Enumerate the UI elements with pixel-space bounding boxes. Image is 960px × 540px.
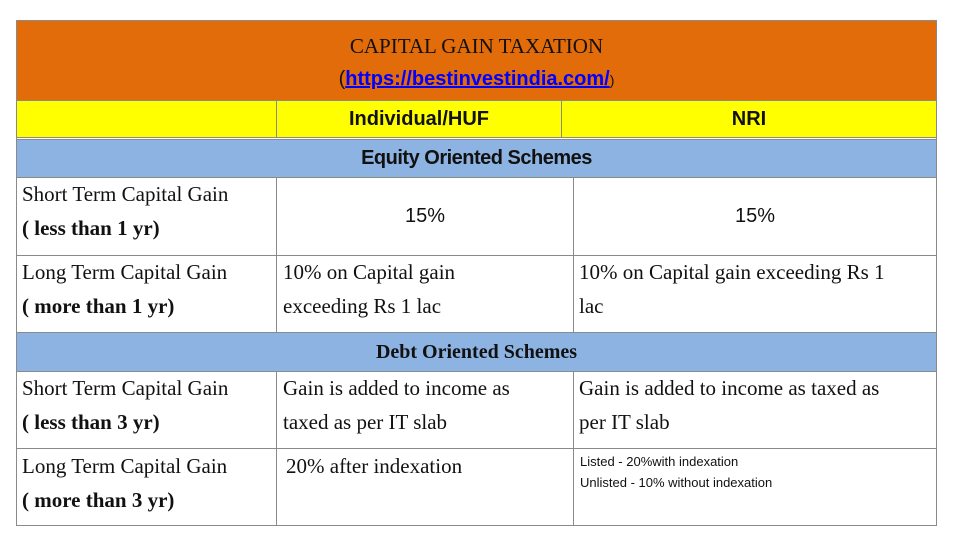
grid-line — [276, 100, 277, 138]
cell-individual-equity-short-term: 15% — [404, 205, 446, 227]
table-title: CAPITAL GAIN TAXATION — [349, 34, 604, 58]
cell-line1: 10% on Capital gain — [283, 260, 456, 284]
row-label-debt-long-term — [22, 449, 274, 517]
row-label-line2: ( more than 3 yr) — [22, 488, 175, 512]
grid-line — [16, 177, 937, 178]
grid-line — [276, 177, 277, 333]
row-label-line1: Short Term Capital Gain — [22, 376, 229, 400]
row-label-line1: Long Term Capital Gain — [22, 454, 228, 478]
grid-line — [16, 20, 937, 21]
row-label-equity-short-term — [22, 177, 274, 245]
cell-line1: Listed - 20%with indexation — [580, 454, 739, 469]
row-label-line2: ( more than 1 yr) — [22, 294, 175, 318]
grid-line — [16, 448, 937, 449]
row-label-line2: ( less than 1 yr) — [22, 216, 160, 240]
cell-nri-equity-short-term: 15% — [734, 205, 776, 227]
cell-line1: Gain is added to income as taxed as — [579, 376, 880, 400]
column-header-individual: Individual/HUF — [349, 108, 489, 130]
cell-line2: Unlisted - 10% without indexation — [580, 475, 773, 490]
grid-line — [16, 137, 937, 138]
row-label-debt-short-term — [22, 371, 274, 439]
grid-line — [16, 525, 937, 526]
grid-line — [16, 20, 17, 526]
cell-line2: taxed as per IT slab — [283, 410, 448, 434]
grid-line — [16, 255, 937, 256]
row-label-equity-long-term — [22, 255, 274, 323]
grid-line — [561, 100, 562, 138]
cell-nri-equity-long-term — [579, 255, 935, 323]
cell-line1: 10% on Capital gain exceeding Rs 1 — [579, 260, 885, 284]
cell-nri-debt-short-term — [579, 371, 935, 439]
cell-nri-debt-long-term — [580, 451, 935, 493]
cell-individual-equity-long-term — [283, 255, 571, 323]
grid-line — [936, 20, 937, 526]
grid-line — [16, 332, 937, 333]
section-title-debt: Debt Oriented Schemes — [375, 341, 578, 363]
grid-line — [16, 100, 937, 101]
cell-line2: lac — [579, 294, 604, 318]
cell-individual-debt-short-term — [283, 371, 571, 439]
grid-line — [573, 177, 574, 333]
source-link[interactable]: https://bestinvestindia.com/ — [345, 68, 610, 90]
cell-line2: exceeding Rs 1 lac — [283, 294, 442, 318]
row-label-line1: Short Term Capital Gain — [22, 182, 229, 206]
row-label-line2: ( less than 3 yr) — [22, 410, 160, 434]
cell-line2: per IT slab — [579, 410, 670, 434]
grid-line — [16, 139, 937, 140]
row-label-line1: Long Term Capital Gain — [22, 260, 228, 284]
paren-close: ) — [609, 72, 615, 88]
section-title-equity: Equity Oriented Schemes — [361, 147, 592, 169]
grid-line — [16, 371, 937, 372]
cell-line1: Gain is added to income as — [283, 376, 510, 400]
grid-line — [276, 371, 277, 526]
source-link-line — [16, 66, 937, 93]
column-header-nri: NRI — [731, 108, 767, 130]
paren-open: ( — [338, 68, 346, 90]
cell-individual-debt-long-term: 20% after indexation — [286, 454, 463, 478]
grid-line — [573, 371, 574, 526]
